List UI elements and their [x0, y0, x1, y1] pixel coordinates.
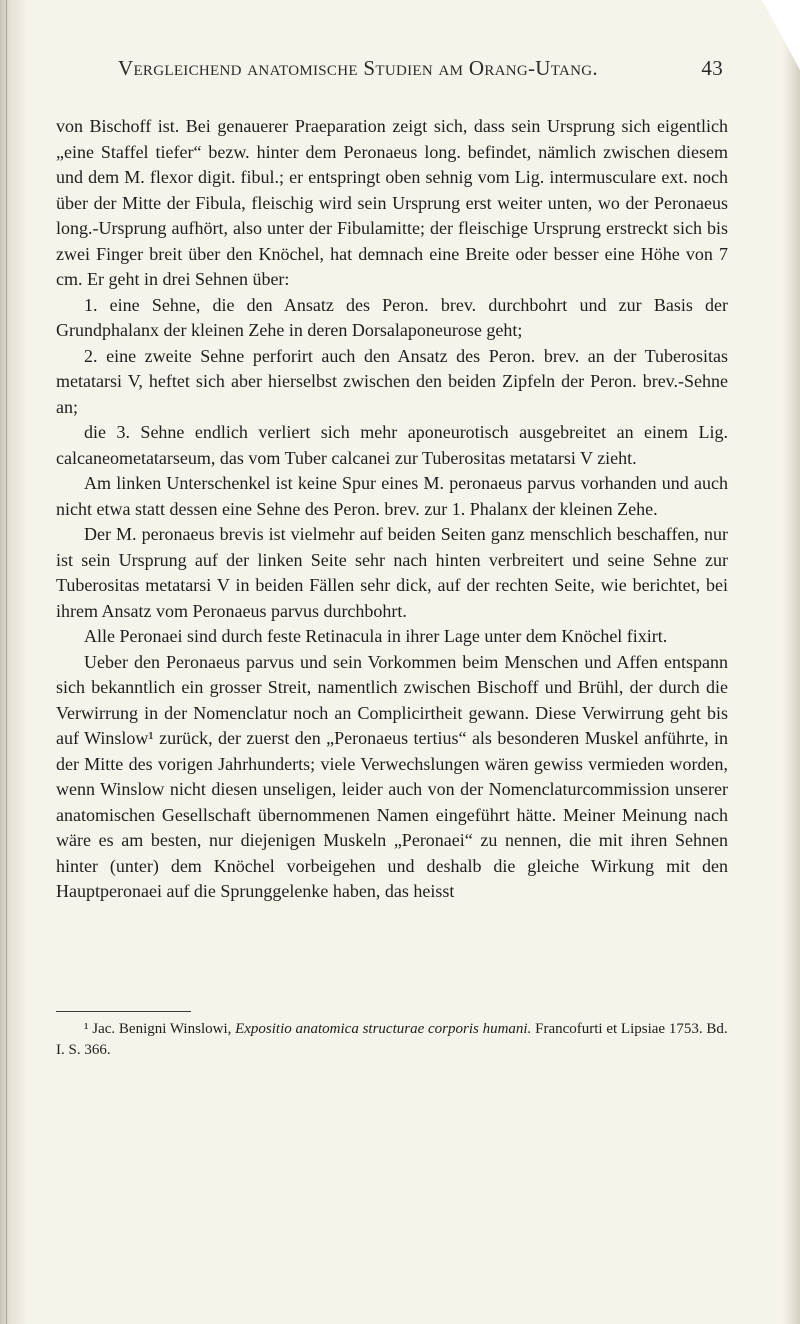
paragraph-tendon-1: 1. eine Sehne, die den Ansatz des Peron. brev. durchbohrt und zur Basis der Grundphalanx der kleinen Zehe in deren Dorsalaponeurose geht;	[56, 294, 728, 340]
page-binding-shadow	[0, 0, 26, 1324]
running-head-title: Vergleichend anatomische Studien am Orang-Utang.	[118, 56, 598, 80]
body-text	[56, 114, 728, 905]
footnote-imprint: Francofurti et Lipsiae 1753. Bd. I. S. 366.	[56, 1021, 728, 1058]
paragraph-left-leg: Am linken Unterschenkel ist keine Spur eines M. peronaeus parvus vorhanden und auch nicht etwa statt dessen eine Sehne des Peron. brev. zur 1. Phalanx der kleinen Zehe.	[56, 473, 728, 519]
paragraph-nomenclature: Ueber den Peronaeus parvus und sein Vorkommen beim Menschen und Affen entspann sich bekanntlich ein grosser Streit, namentlich zwischen Bischoff und Brühl, der durch die Verwirrung in der Nomenclatur noch an Complicirtheit gewann. Diese Verwirrung geht bis auf Winslow¹ zurück, der zuerst den „Peronaeus tertius“ als besonderen Muskel anführte, in der Mitte des vorigen Jahrhunderts; viele Verwechslungen wären gewiss vermieden worden, wenn Winslow nicht diesen unseligen, leider auch von der Nomenclaturcommission unserer anatomischen Gesellschaft übernommenen Namen eingeführt hätte. Meiner Meinung nach wäre es am besten, nur diejenigen Muskeln „Peronaei“ zu nennen, die mit ihren Sehnen hinter (unter) dem Knöchel vorbeigehen und deshalb die gleiche Wirkung mit den Hauptperonaei auf die Sprunggelenke haben, das heisst	[56, 651, 728, 901]
footnote	[56, 1019, 728, 1061]
footnote-author: Jac. Benigni Winslowi,	[92, 1021, 232, 1037]
paragraph-retinacula: Alle Peronaei sind durch feste Retinacula in ihrer Lage unter dem Knöchel fixirt.	[84, 626, 668, 646]
footnote-marker: ¹	[84, 1021, 89, 1037]
page-edge-shadow	[782, 0, 800, 1324]
paragraph-tendon-3: die 3. Sehne endlich verliert sich mehr aponeurotisch ausgebreitet an einem Lig. calcaneometatarseum, das vom Tuber calcanei zur Tuberositas metatarsi V zieht.	[56, 422, 728, 468]
footnote-title: Expositio anatomica structurae corporis humani.	[235, 1021, 532, 1037]
paragraph-peronaeus-brevis: Der M. peronaeus brevis ist vielmehr auf beiden Seiten ganz menschlich beschaffen, nur ist sein Ursprung auf der linken Seite sehr nach hinten verbreitert und seine Sehne zur Tuberositas metatarsi V in beiden Fällen sehr dick, auf der rechten Seite, wie berichtet, bei ihrem Ansatz vom Peronaeus parvus durchbohrt.	[56, 524, 728, 621]
page-corner-fold	[762, 0, 800, 70]
paragraph-tendon-2: 2. eine zweite Sehne perforirt auch den Ansatz des Peron. brev. an der Tuberositas metatarsi V, heftet sich aber hierselbst zwischen den beiden Zipfeln der Peron. brev.-Sehne an;	[56, 345, 728, 417]
page-number: 43	[701, 56, 723, 80]
paragraph-continuation: von Bischoff ist. Bei genauerer Praeparation zeigt sich, dass sein Ursprung sich eigentlich „eine Staffel tiefer“ bezw. hinter dem Peronaeus long. befindet, nämlich zwischen diesem und dem M. flexor digit. fibul.; er entspringt oben sehnig vom Lig. intermusculare ext. noch über der Mitte der Fibula, fleischig wird sein Ursprung erst weiter unten, wo der Peronaeus long.-Ursprung aufhört, also unter der Fibulamitte; der fleischige Ursprung erstreckt sich bis zwei Finger breit über den Knöchel, hat demnach eine Breite oder besser eine Höhe von 7 cm. Er geht in drei Sehnen über:	[56, 116, 728, 289]
footnote-rule	[56, 1011, 191, 1012]
running-head	[118, 52, 723, 82]
